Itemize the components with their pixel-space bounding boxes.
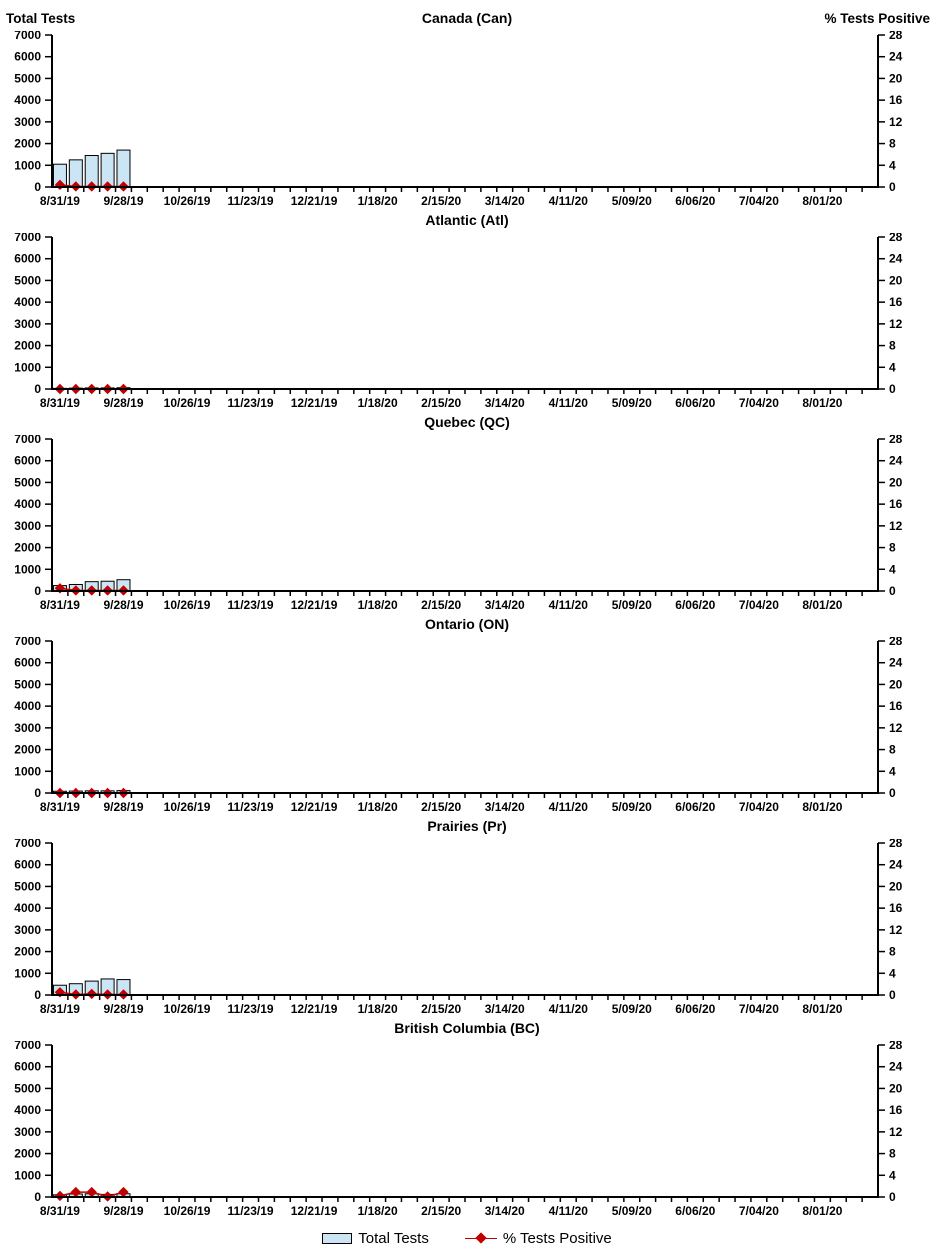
left-axis-tick-label: 4000 — [14, 1103, 41, 1118]
x-axis-tick-label: 5/09/20 — [611, 1002, 652, 1015]
legend-label-total-tests: Total Tests — [358, 1229, 429, 1247]
right-axis-tick-label: 24 — [889, 1059, 903, 1074]
x-axis-tick-label: 8/31/19 — [39, 1002, 80, 1015]
x-axis-tick-label: 6/06/20 — [675, 1204, 716, 1217]
left-axis-tick-label: 0 — [34, 382, 41, 396]
x-axis-tick-label: 4/11/20 — [548, 1204, 588, 1217]
chart-title-quebec: Quebec (QC) — [424, 414, 510, 430]
chart-title-bc: British Columbia (BC) — [394, 1020, 540, 1036]
x-axis-tick-label: 6/06/20 — [675, 396, 716, 409]
x-axis-tick-label: 9/28/19 — [103, 1002, 144, 1015]
left-axis-tick-label: 0 — [34, 180, 41, 194]
left-axis-tick-label: 7000 — [14, 435, 41, 446]
diamond-marker-icon — [475, 1232, 486, 1243]
left-axis-tick-label: 2000 — [14, 1146, 41, 1161]
x-axis-tick-label: 8/01/20 — [802, 1204, 843, 1217]
x-axis-tick-label: 8/01/20 — [802, 396, 843, 409]
left-axis-tick-label: 1000 — [14, 360, 41, 375]
x-axis-tick-label: 8/31/19 — [39, 1204, 80, 1217]
x-axis-tick-label: 3/14/20 — [484, 1204, 525, 1217]
right-axis-tick-label: 24 — [889, 453, 903, 468]
right-axis-tick-label: 20 — [889, 1081, 903, 1096]
left-axis-tick-label: 5000 — [14, 1081, 41, 1096]
right-axis-tick-label: 20 — [889, 273, 903, 288]
left-axis-tick-label: 4000 — [14, 497, 41, 512]
right-axis-tick-label: 4 — [889, 562, 896, 577]
right-axis-tick-label: 12 — [889, 518, 903, 533]
x-axis-tick-label: 1/18/20 — [357, 598, 398, 611]
left-axis-tick-label: 6000 — [14, 1059, 41, 1074]
x-axis-tick-label: 7/04/20 — [738, 800, 779, 813]
left-axis-tick-label: 7000 — [14, 31, 41, 42]
x-axis-tick-label: 2/15/20 — [421, 194, 462, 207]
legend-label-pct-positive: % Tests Positive — [502, 1229, 612, 1247]
left-axis-tick-label: 7000 — [14, 839, 41, 850]
chart-title-canada: Canada (Can) — [421, 10, 513, 26]
x-axis-tick-label: 7/04/20 — [738, 598, 779, 611]
right-axis-tick-label: 0 — [889, 786, 896, 800]
x-axis-tick-label: 4/11/20 — [548, 1002, 588, 1015]
title-row-quebec — [0, 409, 934, 435]
right-axis-tick-label: 16 — [889, 901, 903, 916]
x-axis-tick-label: 9/28/19 — [103, 598, 144, 611]
left-axis-tick-label: 3000 — [14, 114, 41, 129]
left-axis-tick-label: 7000 — [14, 1041, 41, 1052]
x-axis-tick-label: 7/04/20 — [738, 1204, 779, 1217]
right-axis-tick-label: 8 — [889, 136, 896, 151]
x-axis-tick-label: 1/18/20 — [357, 1204, 398, 1217]
title-row-atlantic — [0, 207, 934, 233]
right-axis-tick-label: 8 — [889, 944, 896, 959]
x-axis-tick-label: 3/14/20 — [484, 396, 525, 409]
left-axis-tick-label: 2000 — [14, 944, 41, 959]
left-axis-tick-label: 0 — [34, 786, 41, 800]
pct-positive-marker — [55, 1191, 64, 1200]
left-axis-tick-label: 1000 — [14, 158, 41, 173]
left-axis-tick-label: 1000 — [14, 1168, 41, 1183]
x-axis-tick-label: 7/04/20 — [738, 396, 779, 409]
x-axis-tick-label: 1/18/20 — [357, 194, 398, 207]
right-axis-title: % Tests Positive — [824, 10, 930, 26]
x-axis-tick-label: 12/21/19 — [290, 194, 338, 207]
x-axis-tick-label: 9/28/19 — [103, 194, 144, 207]
x-axis-tick-label: 6/06/20 — [675, 598, 716, 611]
chart-title-ontario: Ontario (ON) — [425, 616, 509, 632]
right-axis-tick-label: 12 — [889, 922, 903, 937]
left-axis-tick-label: 3000 — [14, 720, 41, 735]
x-axis-tick-label: 6/06/20 — [675, 194, 716, 207]
x-axis-tick-label: 3/14/20 — [484, 598, 525, 611]
x-axis-tick-label: 9/28/19 — [103, 1204, 144, 1217]
x-axis-tick-label: 5/09/20 — [611, 1204, 652, 1217]
left-axis-tick-label: 2000 — [14, 338, 41, 353]
x-axis-tick-label: 8/31/19 — [39, 800, 80, 813]
right-axis-tick-label: 12 — [889, 1124, 903, 1139]
left-axis-tick-label: 3000 — [14, 1124, 41, 1139]
x-axis-tick-label: 10/26/19 — [163, 396, 211, 409]
x-axis-tick-label: 5/09/20 — [611, 396, 652, 409]
left-axis-tick-label: 5000 — [14, 273, 41, 288]
chart-title-atlantic: Atlantic (Atl) — [425, 212, 509, 228]
x-axis-tick-label: 3/14/20 — [484, 194, 525, 207]
x-axis-tick-label: 8/01/20 — [802, 598, 843, 611]
left-axis-tick-label: 2000 — [14, 540, 41, 555]
right-axis-tick-label: 8 — [889, 338, 896, 353]
title-row-ontario — [0, 611, 934, 637]
right-axis-tick-label: 8 — [889, 1146, 896, 1161]
left-axis-tick-label: 7000 — [14, 637, 41, 648]
right-axis-tick-label: 20 — [889, 71, 903, 86]
left-axis-tick-label: 2000 — [14, 742, 41, 757]
x-axis-tick-label: 5/09/20 — [611, 194, 652, 207]
right-axis-tick-label: 12 — [889, 114, 903, 129]
x-axis-tick-label: 11/23/19 — [227, 194, 274, 207]
title-row-bc — [0, 1015, 934, 1041]
left-axis-tick-label: 1000 — [14, 562, 41, 577]
left-axis-tick-label: 6000 — [14, 655, 41, 670]
x-axis-tick-label: 12/21/19 — [290, 396, 338, 409]
x-axis-tick-label: 11/23/19 — [227, 598, 274, 611]
left-axis-tick-label: 6000 — [14, 453, 41, 468]
left-axis-tick-label: 3000 — [14, 922, 41, 937]
x-axis-tick-label: 11/23/19 — [227, 1204, 274, 1217]
x-axis-tick-label: 4/11/20 — [548, 800, 588, 813]
right-axis-tick-label: 28 — [889, 1041, 903, 1052]
x-axis-tick-label: 7/04/20 — [738, 194, 779, 207]
right-axis-tick-label: 0 — [889, 180, 896, 194]
x-axis-tick-label: 1/18/20 — [357, 396, 398, 409]
x-axis-tick-label: 11/23/19 — [227, 1002, 274, 1015]
x-axis-tick-label: 12/21/19 — [290, 598, 338, 611]
right-axis-tick-label: 28 — [889, 839, 903, 850]
right-axis-tick-label: 0 — [889, 382, 896, 396]
x-axis-tick-label: 9/28/19 — [103, 396, 144, 409]
left-axis-tick-label: 4000 — [14, 295, 41, 310]
right-axis-tick-label: 4 — [889, 764, 896, 779]
right-axis-tick-label: 28 — [889, 435, 903, 446]
x-axis-tick-label: 12/21/19 — [290, 800, 338, 813]
right-axis-tick-label: 4 — [889, 158, 896, 173]
left-axis-tick-label: 5000 — [14, 71, 41, 86]
left-axis-tick-label: 5000 — [14, 677, 41, 692]
left-axis-tick-label: 7000 — [14, 233, 41, 244]
plot-prairies — [0, 839, 934, 1015]
x-axis-tick-label: 1/18/20 — [357, 800, 398, 813]
left-axis-tick-label: 6000 — [14, 49, 41, 64]
x-axis-tick-label: 8/31/19 — [39, 194, 80, 207]
x-axis-tick-label: 10/26/19 — [163, 194, 211, 207]
right-axis-tick-label: 16 — [889, 1103, 903, 1118]
right-axis-tick-label: 20 — [889, 475, 903, 490]
title-row-prairies — [0, 813, 934, 839]
legend — [0, 1223, 934, 1253]
left-axis-tick-label: 2000 — [14, 136, 41, 151]
right-axis-tick-label: 16 — [889, 93, 903, 108]
right-axis-tick-label: 28 — [889, 637, 903, 648]
right-axis-tick-label: 0 — [889, 1190, 896, 1204]
right-axis-tick-label: 4 — [889, 360, 896, 375]
x-axis-tick-label: 2/15/20 — [421, 396, 462, 409]
top-header-row — [0, 5, 934, 31]
x-axis-tick-label: 2/15/20 — [421, 598, 462, 611]
legend-item-pct-positive — [465, 1230, 612, 1247]
x-axis-tick-label: 7/04/20 — [738, 1002, 779, 1015]
right-axis-tick-label: 12 — [889, 720, 903, 735]
x-axis-tick-label: 10/26/19 — [163, 598, 211, 611]
x-axis-tick-label: 10/26/19 — [163, 1002, 211, 1015]
x-axis-tick-label: 11/23/19 — [227, 396, 274, 409]
right-axis-tick-label: 24 — [889, 49, 903, 64]
x-axis-tick-label: 8/31/19 — [39, 598, 80, 611]
bar-swatch-icon — [322, 1233, 352, 1244]
x-axis-tick-label: 3/14/20 — [484, 800, 525, 813]
right-axis-tick-label: 16 — [889, 699, 903, 714]
legend-item-total-tests — [322, 1230, 429, 1247]
x-axis-tick-label: 10/26/19 — [163, 1204, 211, 1217]
plot-quebec — [0, 435, 934, 611]
x-axis-tick-label: 8/01/20 — [802, 1002, 843, 1015]
plot-canada — [0, 31, 934, 207]
x-axis-tick-label: 2/15/20 — [421, 1204, 462, 1217]
right-axis-tick-label: 0 — [889, 584, 896, 598]
right-axis-tick-label: 24 — [889, 251, 903, 266]
left-axis-tick-label: 4000 — [14, 699, 41, 714]
x-axis-tick-label: 5/09/20 — [611, 598, 652, 611]
right-axis-tick-label: 16 — [889, 497, 903, 512]
x-axis-tick-label: 4/11/20 — [548, 194, 588, 207]
left-axis-tick-label: 6000 — [14, 857, 41, 872]
right-axis-tick-label: 16 — [889, 295, 903, 310]
x-axis-tick-label: 1/18/20 — [357, 1002, 398, 1015]
right-axis-tick-label: 12 — [889, 316, 903, 331]
x-axis-tick-label: 4/11/20 — [548, 598, 588, 611]
right-axis-tick-label: 24 — [889, 857, 903, 872]
left-axis-tick-label: 3000 — [14, 316, 41, 331]
left-axis-tick-label: 0 — [34, 584, 41, 598]
right-axis-tick-label: 0 — [889, 988, 896, 1002]
left-axis-tick-label: 5000 — [14, 879, 41, 894]
x-axis-tick-label: 11/23/19 — [227, 800, 274, 813]
left-axis-tick-label: 3000 — [14, 518, 41, 533]
right-axis-tick-label: 4 — [889, 966, 896, 981]
left-axis-tick-label: 1000 — [14, 966, 41, 981]
x-axis-tick-label: 8/01/20 — [802, 194, 843, 207]
plot-ontario — [0, 637, 934, 813]
left-axis-tick-label: 0 — [34, 1190, 41, 1204]
x-axis-tick-label: 5/09/20 — [611, 800, 652, 813]
line-diamond-swatch-icon — [465, 1233, 497, 1244]
right-axis-tick-label: 20 — [889, 879, 903, 894]
right-axis-tick-label: 8 — [889, 540, 896, 555]
left-axis-title: Total Tests — [6, 10, 76, 26]
left-axis-tick-label: 0 — [34, 988, 41, 1002]
right-axis-tick-label: 4 — [889, 1168, 896, 1183]
x-axis-tick-label: 2/15/20 — [421, 800, 462, 813]
x-axis-tick-label: 4/11/20 — [548, 396, 588, 409]
left-axis-tick-label: 4000 — [14, 93, 41, 108]
plot-bc — [0, 1041, 934, 1217]
left-axis-tick-label: 5000 — [14, 475, 41, 490]
plot-atlantic — [0, 233, 934, 409]
x-axis-tick-label: 8/31/19 — [39, 396, 80, 409]
right-axis-tick-label: 8 — [889, 742, 896, 757]
x-axis-tick-label: 10/26/19 — [163, 800, 211, 813]
x-axis-tick-label: 6/06/20 — [675, 800, 716, 813]
x-axis-tick-label: 12/21/19 — [290, 1002, 338, 1015]
x-axis-tick-label: 6/06/20 — [675, 1002, 716, 1015]
x-axis-tick-label: 9/28/19 — [103, 800, 144, 813]
x-axis-tick-label: 3/14/20 — [484, 1002, 525, 1015]
x-axis-tick-label: 12/21/19 — [290, 1204, 338, 1217]
right-axis-tick-label: 24 — [889, 655, 903, 670]
right-axis-tick-label: 20 — [889, 677, 903, 692]
x-axis-tick-label: 2/15/20 — [421, 1002, 462, 1015]
right-axis-tick-label: 28 — [889, 31, 903, 42]
right-axis-tick-label: 28 — [889, 233, 903, 244]
chart-title-prairies: Prairies (Pr) — [427, 818, 507, 834]
x-axis-tick-label: 8/01/20 — [802, 800, 843, 813]
left-axis-tick-label: 1000 — [14, 764, 41, 779]
left-axis-tick-label: 4000 — [14, 901, 41, 916]
left-axis-tick-label: 6000 — [14, 251, 41, 266]
